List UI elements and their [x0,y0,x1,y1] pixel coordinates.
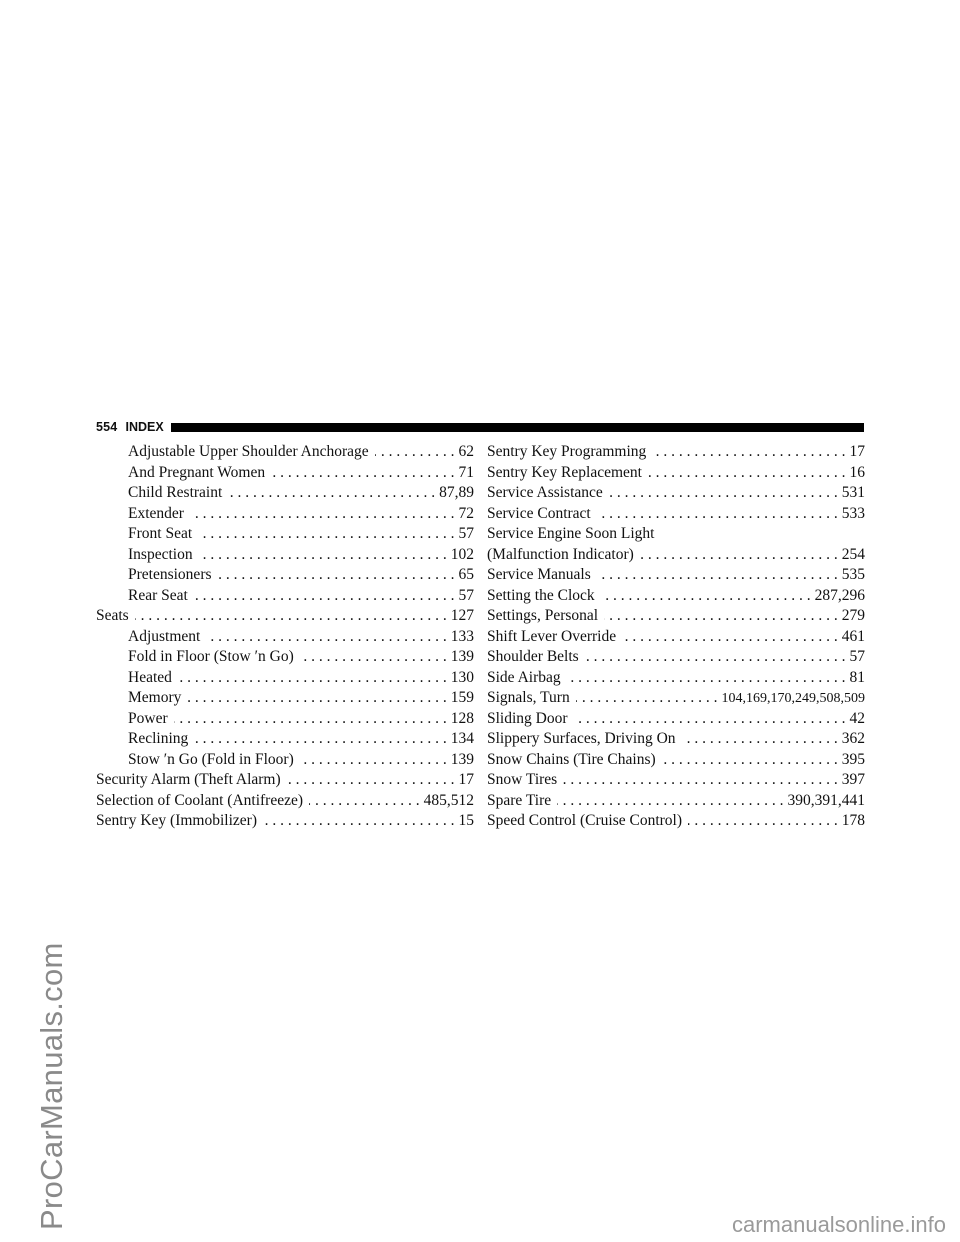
index-entry [96,524,474,545]
index-entry [487,463,865,484]
index-term: Service Manuals [487,566,591,583]
index-term: Adjustment [128,627,201,645]
page-references: 254 [841,545,865,563]
dot-leader [652,442,845,463]
page-references: 397 [841,771,865,788]
index-entry [487,627,865,648]
dot-leader [300,750,447,771]
index-entry [96,791,474,812]
index-term: Spare Tire [487,791,552,809]
index-entry [96,463,474,484]
index-entry [487,647,865,668]
page-references: 178 [841,812,865,829]
index-column-right [487,442,865,832]
dot-leader [601,586,811,607]
index-entry [96,688,474,709]
index-term: Service Engine Soon Light [487,525,655,542]
dot-leader [174,709,447,730]
index-term: Reclining [128,730,189,747]
dot-leader [198,524,454,545]
index-term: Selection of Coolant (Antifreeze) [96,791,304,809]
index-column-left [96,442,474,832]
page-references: 139 [450,648,474,665]
dot-leader [190,504,455,525]
dot-leader [194,729,446,750]
index-term: Rear Seat [128,586,188,604]
index-term: Sentry Key Programming [487,443,647,460]
bottom-watermark: carmanualsonline.info [731,1212,946,1237]
index-entry [96,442,474,463]
index-term: And Pregnant Women [128,463,266,481]
page-references: 130 [450,668,474,686]
page-references: 72 [458,504,474,522]
index-term: Adjustable Upper Shoulder Anchorage [128,443,369,460]
index-entry [487,545,865,566]
page-references: 57 [849,648,865,665]
dot-leader [287,770,455,791]
dot-leader [199,545,447,566]
page-references: 362 [841,730,865,747]
page-references: 535 [841,566,865,583]
dot-leader [567,668,846,689]
page-references: 57 [458,525,474,542]
index-term: Service Assistance [487,484,603,501]
dot-leader [597,565,838,586]
index-term: Inspection [128,545,193,563]
page-references: 16 [849,463,865,481]
index-entry [487,750,865,771]
page-references: 42 [849,709,865,727]
dot-leader [206,627,446,648]
index-entry [96,606,474,627]
index-entry [96,729,474,750]
dot-leader [187,688,446,709]
index-entry [96,709,474,730]
dot-leader [228,483,435,504]
page-references: 71 [458,463,474,481]
dot-leader [300,647,447,668]
dot-leader [604,606,838,627]
index-entry [96,545,474,566]
dot-leader [271,463,454,484]
index-entry [487,688,865,709]
dot-leader [263,811,455,832]
page-header [96,419,864,435]
index-term: Speed Control (Cruise Control) [487,812,683,829]
index-entry [96,483,474,504]
index-term: Signals, Turn [487,689,570,706]
dot-leader [218,565,455,586]
page-references: 395 [841,750,865,768]
page-references: 533 [841,504,865,522]
index-entry [487,770,865,791]
page-references: 133 [450,627,474,645]
page-references: 139 [450,750,474,768]
page-references: 81 [849,668,865,686]
index-term: Side Airbag [487,668,561,686]
index-term: (Malfunction Indicator) [487,545,634,563]
index-term: Service Contract [487,504,591,522]
header-rule [171,423,864,432]
dot-leader [622,627,838,648]
index-entry [96,565,474,586]
dot-leader [585,647,846,668]
dot-leader [576,688,718,709]
page-references: 531 [841,484,865,501]
dot-leader [640,545,838,566]
index-entry [96,586,474,607]
index-term: Sentry Key (Immobilizer) [96,812,257,829]
section-title: INDEX [125,420,164,434]
index-term: Slippery Surfaces, Driving On [487,730,676,747]
index-term: Setting the Clock [487,586,595,604]
page-references: 65 [458,566,474,583]
index-term: Settings, Personal [487,607,599,624]
page-number: 554 [96,420,118,434]
index-entry [487,524,865,545]
index-term: Snow Chains (Tire Chains) [487,750,656,768]
dot-leader [375,442,455,463]
page-references: 159 [450,689,474,706]
index-entry [487,811,865,832]
page-references: 62 [458,443,474,460]
index-term: Fold in Floor (Stow ′n Go) [128,648,294,665]
dot-leader [597,504,838,525]
index-entry [96,750,474,771]
page-references: 104,169,170,249,508,509 [721,691,865,706]
index-entry [487,504,865,525]
index-entry [487,709,865,730]
index-term: Power [128,709,168,727]
dot-leader [688,811,838,832]
index-entry [487,791,865,812]
index-entry [487,606,865,627]
page-references: 17 [849,443,865,460]
page-references: 461 [841,627,865,645]
page-references: 287,296 [814,586,865,604]
page-references: 17 [458,771,474,788]
index-term: Extender [128,504,184,522]
index-entry [487,729,865,750]
index-term: Shoulder Belts [487,648,579,665]
dot-leader [662,750,838,771]
index-entry [487,442,865,463]
dot-leader [309,791,420,812]
index-entry [96,627,474,648]
index-term: Security Alarm (Theft Alarm) [96,771,281,788]
page-references: 87,89 [439,484,474,501]
dot-leader [574,709,846,730]
dot-leader [135,606,447,627]
page-references: 134 [450,730,474,747]
index-term: Heated [128,668,172,686]
page-references: 485,512 [423,791,474,809]
index-term: Seats [96,607,129,624]
index-term: Child Restraint [128,484,223,501]
index-term: Sentry Key Replacement [487,463,642,481]
side-watermark: ProCarManuals.com [34,942,69,1230]
index-term: Shift Lever Override [487,627,617,645]
index-term: Front Seat [128,525,193,542]
page-references: 15 [458,812,474,829]
dot-leader [609,483,838,504]
index-term: Pretensioners [128,566,212,583]
page-references: 57 [458,586,474,604]
index-term: Stow ′n Go (Fold in Floor) [128,750,294,768]
index-term: Sliding Door [487,709,568,727]
page-references: 279 [841,607,865,624]
index-term: Snow Tires [487,771,558,788]
index-entry [487,668,865,689]
index-entry [487,483,865,504]
index-entry [96,504,474,525]
dot-leader [563,770,838,791]
index-term: Memory [128,689,182,706]
page-references: 390,391,441 [787,791,865,809]
index-entry [487,565,865,586]
dot-leader [194,586,455,607]
dot-leader [648,463,846,484]
page-references: 127 [450,607,474,624]
index-entry [96,668,474,689]
dot-leader [682,729,838,750]
index-entry [96,770,474,791]
index-entry [96,811,474,832]
page-references: 102 [450,545,474,563]
page-references: 128 [450,709,474,727]
dot-leader [557,791,783,812]
index-entry [96,647,474,668]
index-entry [487,586,865,607]
dot-leader [178,668,447,689]
